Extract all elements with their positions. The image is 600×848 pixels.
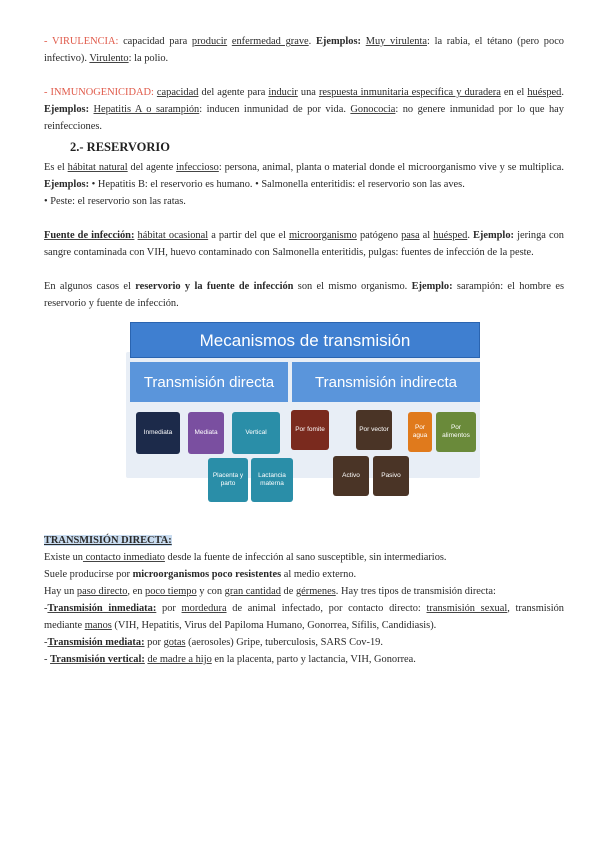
directa-inmediata: -Transmisión inmediata: por mordedura de animal infectado, por contacto directo: transmisión sexual, transmisión mediante manos (VIH, Hepatitis, Virus del Papiloma Humano, Gonorrea, Sífilis, Candidiasis). xyxy=(44,603,565,631)
diagram-agua: Por agua xyxy=(408,412,432,452)
directa-vertical: - Transmisión vertical: de madre a hijo en la placenta, parto y lactancia, VIH, Gonorrea. xyxy=(44,654,416,665)
virulencia-term: - VIRULENCIA: xyxy=(44,36,119,47)
fuente-paragraph: Fuente de infección: hábitat ocasional a partir del que el microorganismo patógeno pasa al huésped. Ejemplo: jeringa con sangre contaminada con VIH, huevo contaminado con Salmonella enteritidis, pulgas: fuentes de infección de la peste. xyxy=(44,230,564,258)
transmission-diagram xyxy=(44,322,564,530)
section-heading-reservorio: 2.- RESERVORIO xyxy=(70,140,171,154)
diagram-activo: Activo xyxy=(333,456,369,496)
diagram-vertical: Vertical xyxy=(232,412,280,454)
directa-line-3: Hay un paso directo, en poco tiempo y con gran cantidad de gérmenes. Hay tres tipos de transmisión directa: xyxy=(44,586,496,597)
document-page xyxy=(44,33,564,668)
diagram-pasivo: Pasivo xyxy=(373,456,409,496)
diagram-lactancia: Lactancia materna xyxy=(251,458,293,502)
diagram-alimentos: Por alimentos xyxy=(436,412,476,452)
diagram-fomite: Por fomite xyxy=(291,410,329,450)
virulencia-paragraph: - VIRULENCIA: capacidad para producir enfermedad grave. Ejemplos: Muy virulenta: la rabia, el tétano (pero poco infectivo). Virulento: la polio. xyxy=(44,36,564,64)
diagram-mediata: Mediata xyxy=(188,412,224,454)
inmunogenicidad-term: - INMUNOGENICIDAD: xyxy=(44,87,154,98)
diagram-indirecta-box: Transmisión indirecta xyxy=(292,362,480,402)
directa-line-2: Suele producirse por microorganismos poco resistentes al medio externo. xyxy=(44,569,357,580)
diagram-title-box: Mecanismos de transmisión xyxy=(130,322,480,358)
inmunogenicidad-paragraph: - INMUNOGENICIDAD: capacidad del agente para inducir una respuesta inmunitaria específica y duradera en el huésped. Ejemplos: Hepatitis A o sarampión: inducen inmunidad de por vida. Gonococia: no genere inmunidad por lo que hay reinfecciones. xyxy=(44,87,564,132)
reservorio-peste: • Peste: el reservorio son las ratas. xyxy=(44,196,186,207)
directa-mediata: -Transmisión mediata: por gotas (aerosoles) Gripe, tuberculosis, SARS Cov-19. xyxy=(44,637,383,648)
diagram-inmediata: Inmediata xyxy=(136,412,180,454)
directa-heading: TRANSMISIÓN DIRECTA: xyxy=(44,535,172,546)
diagram-placenta: Placenta y parto xyxy=(208,458,248,502)
diagram-directa-box: Transmisión directa xyxy=(130,362,288,402)
casos-paragraph: En algunos casos el reservorio y la fuente de infección son el mismo organismo. Ejemplo: sarampión: el hombre es reservorio y fuente de infección. xyxy=(44,281,564,309)
directa-line-1: Existe un contacto inmediato desde la fuente de infección al sano susceptible, sin intermediarios. xyxy=(44,552,447,563)
diagram-vector: Por vector xyxy=(356,410,392,450)
reservorio-paragraph: Es el hábitat natural del agente infeccioso: persona, animal, planta o material donde el microorganismo vive y se multiplica. Ejemplos: • Hepatitis B: el reservorio es humano. • Salmonella enteritidis: el reservorio son las aves. xyxy=(44,162,564,190)
